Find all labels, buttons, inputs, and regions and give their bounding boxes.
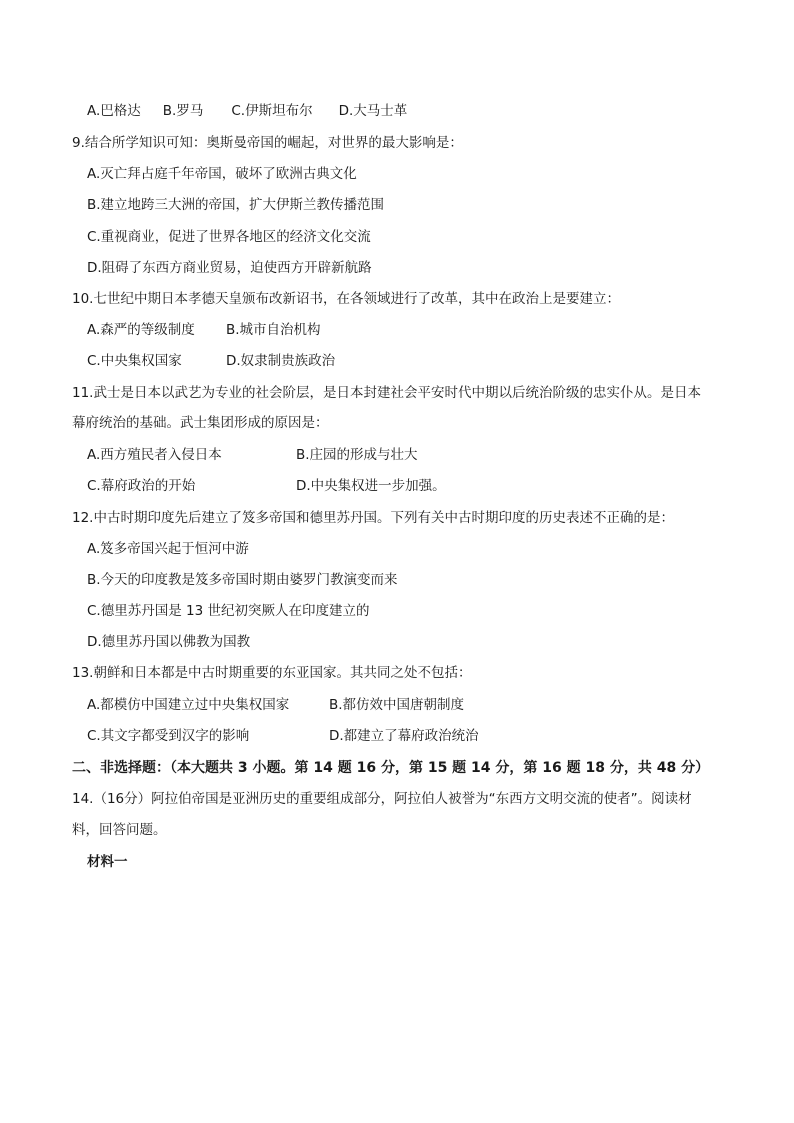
q11-option-c: C.幕府政治的开始 [87,478,196,494]
q11-stem-line1: 11.武士是日本以武艺为专业的社会阶层，是日本封建社会平安时代中期以后统治阶级的忠实仆从。是日本 [72,385,701,401]
q10-option-b: B.城市自治机构 [226,322,321,338]
q10-option-c: C.中央集权国家 [87,353,182,369]
q11-option-a: A.西方殖民者入侵日本 [87,447,222,463]
q8-option-b: B.罗马 [162,103,204,119]
q12-option-d: D.德里苏丹国以佛教为国教 [87,634,251,650]
q8-option-d: D.大马士革 [338,103,408,119]
q13-option-a: A.都模仿中国建立过中央集权国家 [87,697,290,713]
q11-stem-line2: 幕府统治的基础。武士集团形成的原因是： [72,415,329,431]
q10-option-a: A.森严的等级制度 [87,322,195,338]
q14-material-label: 材料一 [87,854,128,870]
q12-stem: 12.中古时期印度先后建立了笈多帝国和德里苏丹国。下列有关中古时期印度的历史表述不正确的是： [72,510,674,526]
q13-option-b: B.都仿效中国唐朝制度 [329,697,465,713]
q13-option-c: C.其文字都受到汉字的影响 [87,728,250,744]
q12-option-c: C.德里苏丹国是 13 世纪初突厥人在印度建立的 [87,603,370,619]
q8-option-c: C.伊斯坦布尔 [231,103,313,119]
q9-option-d: D.阻碍了东西方商业贸易，迫使西方开辟新航路 [87,260,372,276]
q9-option-b: B.建立地跨三大洲的帝国，扩大伊斯兰教传播范围 [87,197,385,213]
q14-stem-line1: 14.（16分）阿拉伯帝国是亚洲历史的重要组成部分，阿拉伯人被誉为“东西方文明交流的使者”。阅读材 [72,791,692,807]
q10-option-d: D.奴隶制贵族政治 [226,353,336,369]
q10-stem: 10.七世纪中期日本孝德天皇颁布改新诏书，在各领域进行了改革，其中在政治上是要建立： [72,291,620,307]
q12-option-a: A.笈多帝国兴起于恒河中游 [87,541,249,557]
q14-stem-line2: 料，回答问题。 [72,822,167,838]
section-2-heading: 二、非选择题：（本大题共 3 小题。第 14 题 16 分，第 15 题 14 分，第 16 题 18 分，共 48 分） [72,760,710,776]
q12-option-b: B.今天的印度教是笈多帝国时期由婆罗门教演变而来 [87,572,398,588]
q11-option-b: B.庄园的形成与壮大 [296,447,418,463]
q9-option-a: A.灭亡拜占庭千年帝国，破坏了欧洲古典文化 [87,166,357,182]
q8-options [87,102,407,120]
q9-stem: 9.结合所学知识可知：奥斯曼帝国的崛起，对世界的最大影响是： [72,135,463,151]
q13-stem: 13.朝鲜和日本都是中古时期重要的东亚国家。其共同之处不包括： [72,665,472,681]
q8-option-a: A.巴格达 [87,103,141,119]
q9-option-c: C.重视商业，促进了世界各地区的经济文化交流 [87,229,371,245]
q13-option-d: D.都建立了幕府政治统治 [329,728,479,744]
q11-option-d: D.中央集权进一步加强。 [296,478,446,494]
